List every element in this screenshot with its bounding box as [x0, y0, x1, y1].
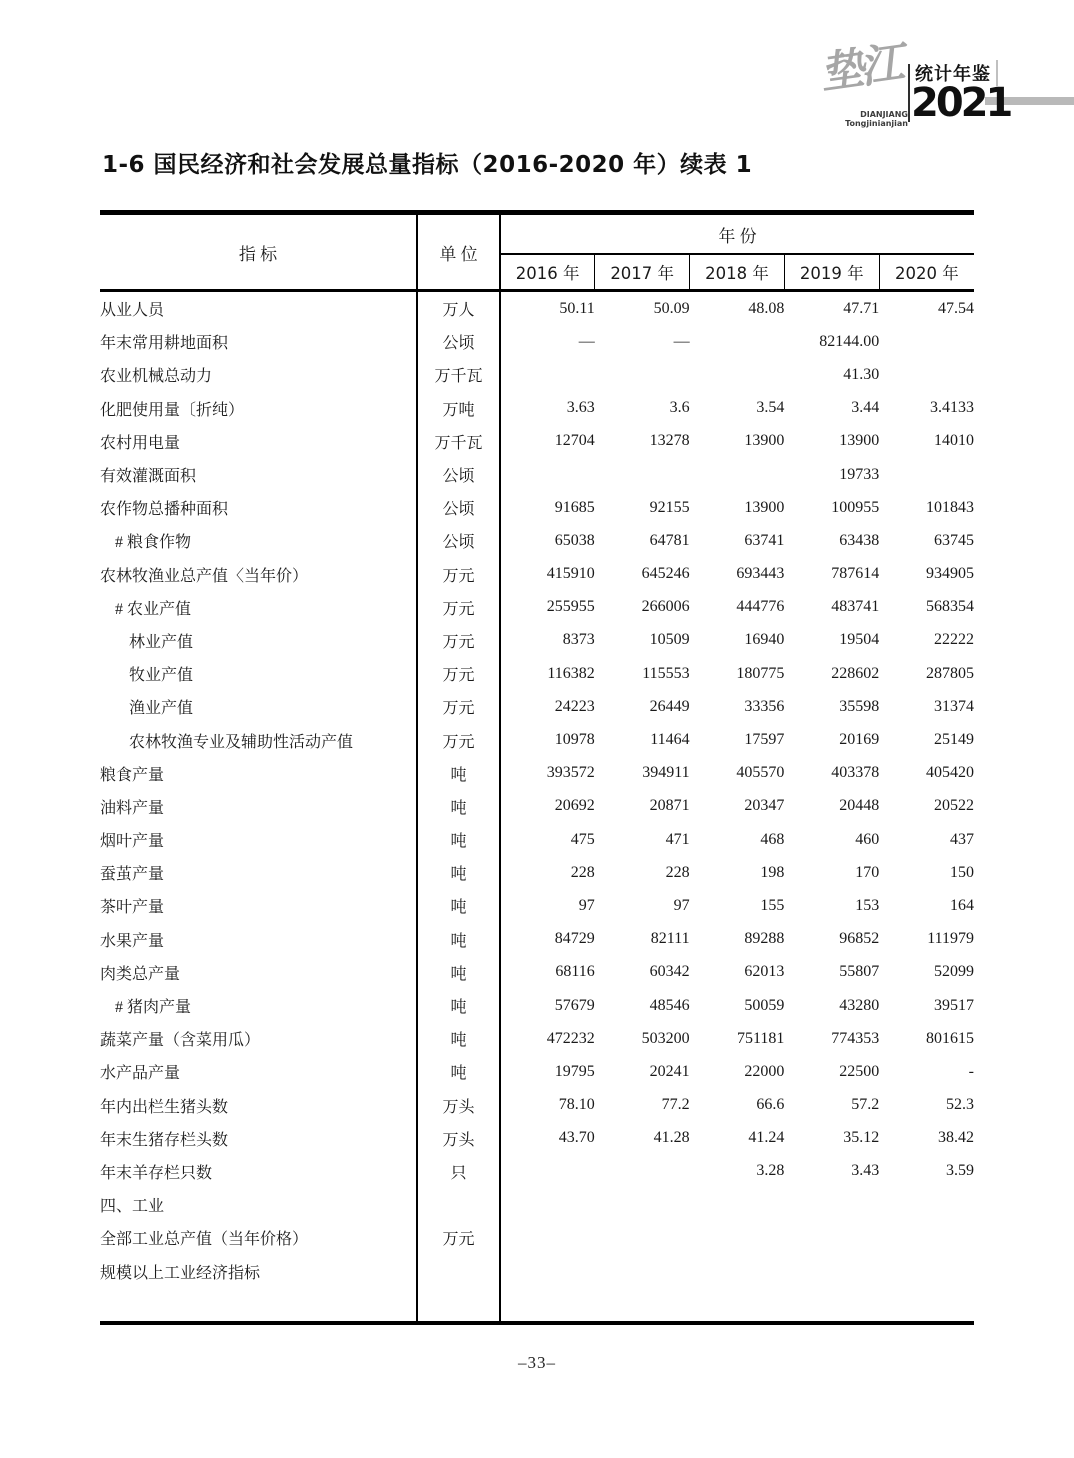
row-value: 13900: [744, 432, 785, 450]
row-value: 92155: [649, 498, 690, 516]
table-row: [100, 1055, 974, 1088]
row-value: 68116: [555, 963, 595, 981]
header-indicator: 指 标: [100, 213, 417, 291]
yearbook-logo: [816, 37, 1074, 140]
row-value: —: [673, 332, 690, 350]
row-value: [500, 1221, 595, 1254]
row-value: 22222: [934, 631, 974, 649]
row-value: 20692: [554, 797, 595, 815]
row-value: 60342: [649, 963, 690, 981]
row-unit: 公顷: [417, 325, 500, 358]
row-value: 444776: [736, 598, 785, 616]
row-value: 50.09: [653, 299, 690, 317]
row-value: 403378: [831, 764, 880, 782]
page-title: 1-6 国民经济和社会发展总量指标（2016-2020 年）续表 1: [102, 152, 753, 178]
row-unit: 吨: [417, 956, 500, 989]
row-value: [879, 1254, 974, 1287]
table-row: [100, 458, 974, 491]
table-row: [100, 790, 974, 823]
row-value: 77.2: [661, 1096, 690, 1114]
table-row: [100, 1089, 974, 1122]
row-value: 31374: [934, 697, 974, 715]
row-value: 65038: [554, 531, 595, 549]
table-row: [100, 989, 974, 1022]
row-value: 471: [665, 830, 690, 848]
row-value: 20169: [839, 731, 880, 749]
row-value: 8373: [562, 631, 595, 649]
table-bottom-spacer: [100, 1288, 974, 1323]
row-value: 787614: [831, 565, 880, 583]
row-value: 228: [665, 863, 690, 881]
row-value: 55807: [839, 963, 880, 981]
row-label: 农林牧渔专业及辅助性活动产值: [100, 723, 417, 756]
row-label: 年末羊存栏只数: [100, 1155, 417, 1188]
row-label: # 猪肉产量: [100, 989, 417, 1022]
row-label: 油料产量: [100, 790, 417, 823]
table-row: [100, 1022, 974, 1055]
row-value: [879, 358, 974, 391]
row-label: 规模以上工业经济指标: [100, 1254, 417, 1287]
row-unit: 万吨: [417, 392, 500, 425]
row-label: 年末常用耕地面积: [100, 325, 417, 358]
table-row: [100, 690, 974, 723]
row-label: 从业人员: [100, 291, 417, 326]
row-label: 四、工业: [100, 1188, 417, 1221]
row-value: 266006: [641, 598, 690, 616]
row-value: 33356: [744, 697, 785, 715]
row-unit: 公顷: [417, 458, 500, 491]
row-value: 24223: [554, 697, 595, 715]
row-unit: 公顷: [417, 491, 500, 524]
header-year-2016: 2016 年: [500, 254, 595, 291]
yearbook-year: 2021: [911, 80, 1011, 126]
row-unit: 万头: [417, 1122, 500, 1155]
row-unit: 吨: [417, 757, 500, 790]
row-value: [690, 1254, 785, 1287]
row-value: 13278: [649, 432, 690, 450]
row-unit: 万元: [417, 690, 500, 723]
row-unit: 万元: [417, 1221, 500, 1254]
row-unit: 万元: [417, 657, 500, 690]
row-value: 483741: [831, 598, 880, 616]
table-row: [100, 1122, 974, 1155]
row-value: [879, 458, 974, 491]
header-year-2018: 2018 年: [690, 254, 785, 291]
table-row: [100, 1188, 974, 1221]
table-row: [100, 325, 974, 358]
row-value: 751181: [736, 1029, 785, 1047]
row-value: 82144.00: [819, 332, 880, 350]
row-value: 97: [673, 896, 690, 914]
row-value: 155: [760, 896, 785, 914]
row-value: -: [968, 1062, 974, 1080]
row-unit: 吨: [417, 1022, 500, 1055]
row-value: 52099: [934, 963, 974, 981]
row-value: [784, 1221, 879, 1254]
row-value: 393572: [546, 764, 595, 782]
table-header: [100, 213, 974, 291]
row-value: 89288: [744, 930, 785, 948]
row-value: 39517: [934, 996, 974, 1014]
row-value: 63745: [934, 531, 974, 549]
row-value: 19733: [839, 465, 880, 483]
row-unit: 吨: [417, 856, 500, 889]
row-value: 3.4133: [930, 399, 974, 417]
row-value: 62013: [744, 963, 785, 981]
row-value: 12704: [554, 432, 595, 450]
logo-divider-line: [908, 64, 910, 122]
row-value: 415910: [546, 565, 595, 583]
row-value: 568354: [926, 598, 974, 616]
row-value: [595, 1221, 690, 1254]
row-unit: 吨: [417, 923, 500, 956]
row-label: 渔业产值: [100, 690, 417, 723]
row-value: 287805: [926, 664, 974, 682]
row-value: 405420: [926, 764, 974, 782]
row-value: 3.44: [851, 399, 880, 417]
row-label: 有效灌溉面积: [100, 458, 417, 491]
row-value: 153: [855, 896, 880, 914]
row-value: 20448: [839, 797, 880, 815]
table-row: [100, 823, 974, 856]
row-value: 48.08: [748, 299, 785, 317]
row-value: 934905: [926, 565, 974, 583]
row-value: 97: [578, 896, 595, 914]
row-label: 蔬菜产量（含菜用瓜）: [100, 1022, 417, 1055]
header-unit: 单 位: [417, 213, 500, 291]
dianjiang-calligraphy-logo: 垫江: [816, 37, 904, 100]
table-row: [100, 524, 974, 557]
table-row: [100, 757, 974, 790]
row-value: 47.54: [938, 299, 974, 317]
row-unit: [417, 1188, 500, 1221]
row-label: 化肥使用量〔折纯）: [100, 392, 417, 425]
header-year-2019: 2019 年: [784, 254, 879, 291]
row-value: [500, 1155, 595, 1188]
row-value: [595, 1155, 690, 1188]
row-value: 437: [950, 830, 974, 848]
row-label: 茶叶产量: [100, 889, 417, 922]
row-unit: 只: [417, 1155, 500, 1188]
row-label: # 粮食作物: [100, 524, 417, 557]
row-label: 林业产值: [100, 624, 417, 657]
row-value: [690, 358, 785, 391]
row-value: [784, 1254, 879, 1287]
row-unit: 吨: [417, 1055, 500, 1088]
row-value: 50059: [744, 996, 785, 1014]
row-value: 47.71: [843, 299, 880, 317]
row-value: 115553: [642, 664, 690, 682]
header-year-group: 年 份: [500, 213, 974, 255]
row-value: 101843: [926, 498, 974, 516]
row-value: 25149: [934, 731, 974, 749]
row-label: 烟叶产量: [100, 823, 417, 856]
row-label: 肉类总产量: [100, 956, 417, 989]
row-value: 35598: [839, 697, 880, 715]
table-row: [100, 956, 974, 989]
row-unit: 万头: [417, 1089, 500, 1122]
row-value: 38.42: [938, 1129, 974, 1147]
header-year-2017: 2017 年: [595, 254, 690, 291]
row-label: 牧业产值: [100, 657, 417, 690]
row-label: 水果产量: [100, 923, 417, 956]
row-unit: 吨: [417, 790, 500, 823]
row-value: 20522: [934, 797, 974, 815]
row-value: 3.59: [946, 1162, 974, 1180]
row-value: 57.2: [851, 1096, 880, 1114]
row-value: [690, 325, 785, 358]
row-value: 255955: [546, 598, 595, 616]
row-unit: 万元: [417, 624, 500, 657]
row-value: 198: [760, 863, 785, 881]
yearbook-label: 统计年鉴: [915, 60, 998, 86]
row-value: 10509: [649, 631, 690, 649]
row-label: 粮食产量: [100, 757, 417, 790]
row-label: 蚕茧产量: [100, 856, 417, 889]
row-value: 3.63: [566, 399, 595, 417]
row-value: 180775: [736, 664, 785, 682]
row-value: 170: [855, 863, 880, 881]
row-unit: 万元: [417, 558, 500, 591]
row-value: [500, 458, 595, 491]
row-value: 16940: [744, 631, 785, 649]
row-value: 17597: [744, 731, 785, 749]
row-value: 96852: [839, 930, 880, 948]
table-body: [100, 291, 974, 1323]
row-value: 19504: [839, 631, 880, 649]
row-label: 年末生猪存栏头数: [100, 1122, 417, 1155]
row-value: 57679: [554, 996, 595, 1014]
row-value: 460: [855, 830, 880, 848]
table-row: [100, 425, 974, 458]
row-value: 20871: [649, 797, 690, 815]
row-value: 164: [950, 896, 974, 914]
table-row: [100, 923, 974, 956]
row-value: 78.10: [558, 1096, 595, 1114]
table-row: [100, 1155, 974, 1188]
row-value: 100955: [831, 498, 880, 516]
row-unit: [417, 1254, 500, 1287]
row-unit: 吨: [417, 889, 500, 922]
row-value: 150: [950, 863, 974, 881]
row-value: 91685: [554, 498, 595, 516]
row-unit: 万千瓦: [417, 358, 500, 391]
logo-romanized-line2: Tongjinianjian: [845, 119, 908, 128]
table-row: [100, 291, 974, 326]
table-row: [100, 856, 974, 889]
row-value: 50.11: [559, 299, 595, 317]
row-value: 116382: [547, 664, 595, 682]
table-row: [100, 392, 974, 425]
row-label: 全部工业总产值（当年价格）: [100, 1221, 417, 1254]
row-value: 468: [760, 830, 785, 848]
table-row: [100, 358, 974, 391]
row-value: 43280: [839, 996, 880, 1014]
row-value: 22000: [744, 1062, 785, 1080]
row-value: 82111: [650, 930, 690, 948]
page-number: –33–: [518, 1353, 556, 1372]
row-label: 农村用电量: [100, 425, 417, 458]
row-value: [500, 1254, 595, 1287]
table-row: [100, 624, 974, 657]
spacer-cell: [100, 1288, 417, 1323]
row-value: 64781: [649, 531, 690, 549]
row-label: 农业机械总动力: [100, 358, 417, 391]
row-value: 41.28: [653, 1129, 690, 1147]
row-value: 774353: [831, 1029, 880, 1047]
row-value: 84729: [554, 930, 595, 948]
table-row: [100, 491, 974, 524]
row-value: [595, 1254, 690, 1287]
row-value: 63741: [744, 531, 785, 549]
row-value: [879, 1221, 974, 1254]
row-value: [690, 1221, 785, 1254]
row-value: 645246: [641, 565, 690, 583]
row-value: [690, 1188, 785, 1221]
row-unit: 吨: [417, 823, 500, 856]
table-row: [100, 591, 974, 624]
row-value: 13900: [744, 498, 785, 516]
row-value: [690, 458, 785, 491]
row-value: 13900: [839, 432, 880, 450]
row-value: 3.6: [669, 399, 690, 417]
row-value: 10978: [554, 731, 595, 749]
row-value: 228602: [831, 664, 880, 682]
row-value: 475: [570, 830, 595, 848]
row-value: —: [578, 332, 595, 350]
row-value: [784, 1188, 879, 1221]
row-value: 22500: [839, 1062, 880, 1080]
row-value: 52.3: [946, 1096, 974, 1114]
table-row: [100, 889, 974, 922]
row-label: 水产品产量: [100, 1055, 417, 1088]
row-value: [879, 325, 974, 358]
row-value: [879, 1188, 974, 1221]
row-value: 228: [570, 863, 595, 881]
row-label: 农作物总播种面积: [100, 491, 417, 524]
row-unit: 万元: [417, 723, 500, 756]
row-unit: 公顷: [417, 524, 500, 557]
row-value: [595, 1188, 690, 1221]
row-value: 801615: [926, 1029, 974, 1047]
row-value: 63438: [839, 531, 880, 549]
row-value: 20241: [649, 1062, 690, 1080]
row-value: [500, 1188, 595, 1221]
table-row: [100, 657, 974, 690]
table-row: [100, 558, 974, 591]
row-value: 111979: [927, 930, 974, 948]
row-value: 20347: [744, 797, 785, 815]
row-label: # 农业产值: [100, 591, 417, 624]
row-value: [595, 358, 690, 391]
logo-romanized-line1: DIANJIANG: [860, 110, 908, 119]
row-unit: 万千瓦: [417, 425, 500, 458]
row-value: 693443: [736, 565, 785, 583]
row-value: 472232: [546, 1029, 595, 1047]
row-value: 14010: [934, 432, 974, 450]
row-unit: 万元: [417, 591, 500, 624]
row-value: 35.12: [843, 1129, 880, 1147]
spacer-cell: [500, 1288, 974, 1323]
row-unit: 万人: [417, 291, 500, 326]
table-row: [100, 723, 974, 756]
row-value: 43.70: [558, 1129, 595, 1147]
row-value: 11464: [650, 731, 690, 749]
row-value: 3.54: [756, 399, 785, 417]
row-value: 19795: [554, 1062, 595, 1080]
row-value: 48546: [649, 996, 690, 1014]
row-value: 66.6: [756, 1096, 785, 1114]
header-year-2020: 2020 年: [879, 254, 974, 291]
table-row: [100, 1221, 974, 1254]
row-value: [500, 358, 595, 391]
logo-romanized-text: [832, 110, 908, 128]
row-value: 3.43: [851, 1162, 880, 1180]
row-value: 394911: [642, 764, 690, 782]
table-row: [100, 1254, 974, 1287]
statistics-table: [100, 210, 974, 1325]
row-value: 503200: [641, 1029, 690, 1047]
row-value: 405570: [736, 764, 785, 782]
row-unit: 吨: [417, 989, 500, 1022]
row-value: 3.28: [756, 1162, 785, 1180]
row-value: 41.30: [843, 365, 880, 383]
row-label: 农林牧渔业总产值〈当年价）: [100, 558, 417, 591]
row-value: 26449: [649, 697, 690, 715]
row-value: 41.24: [748, 1129, 785, 1147]
row-value: [595, 458, 690, 491]
row-label: 年内出栏生猪头数: [100, 1089, 417, 1122]
spacer-cell: [417, 1288, 500, 1323]
